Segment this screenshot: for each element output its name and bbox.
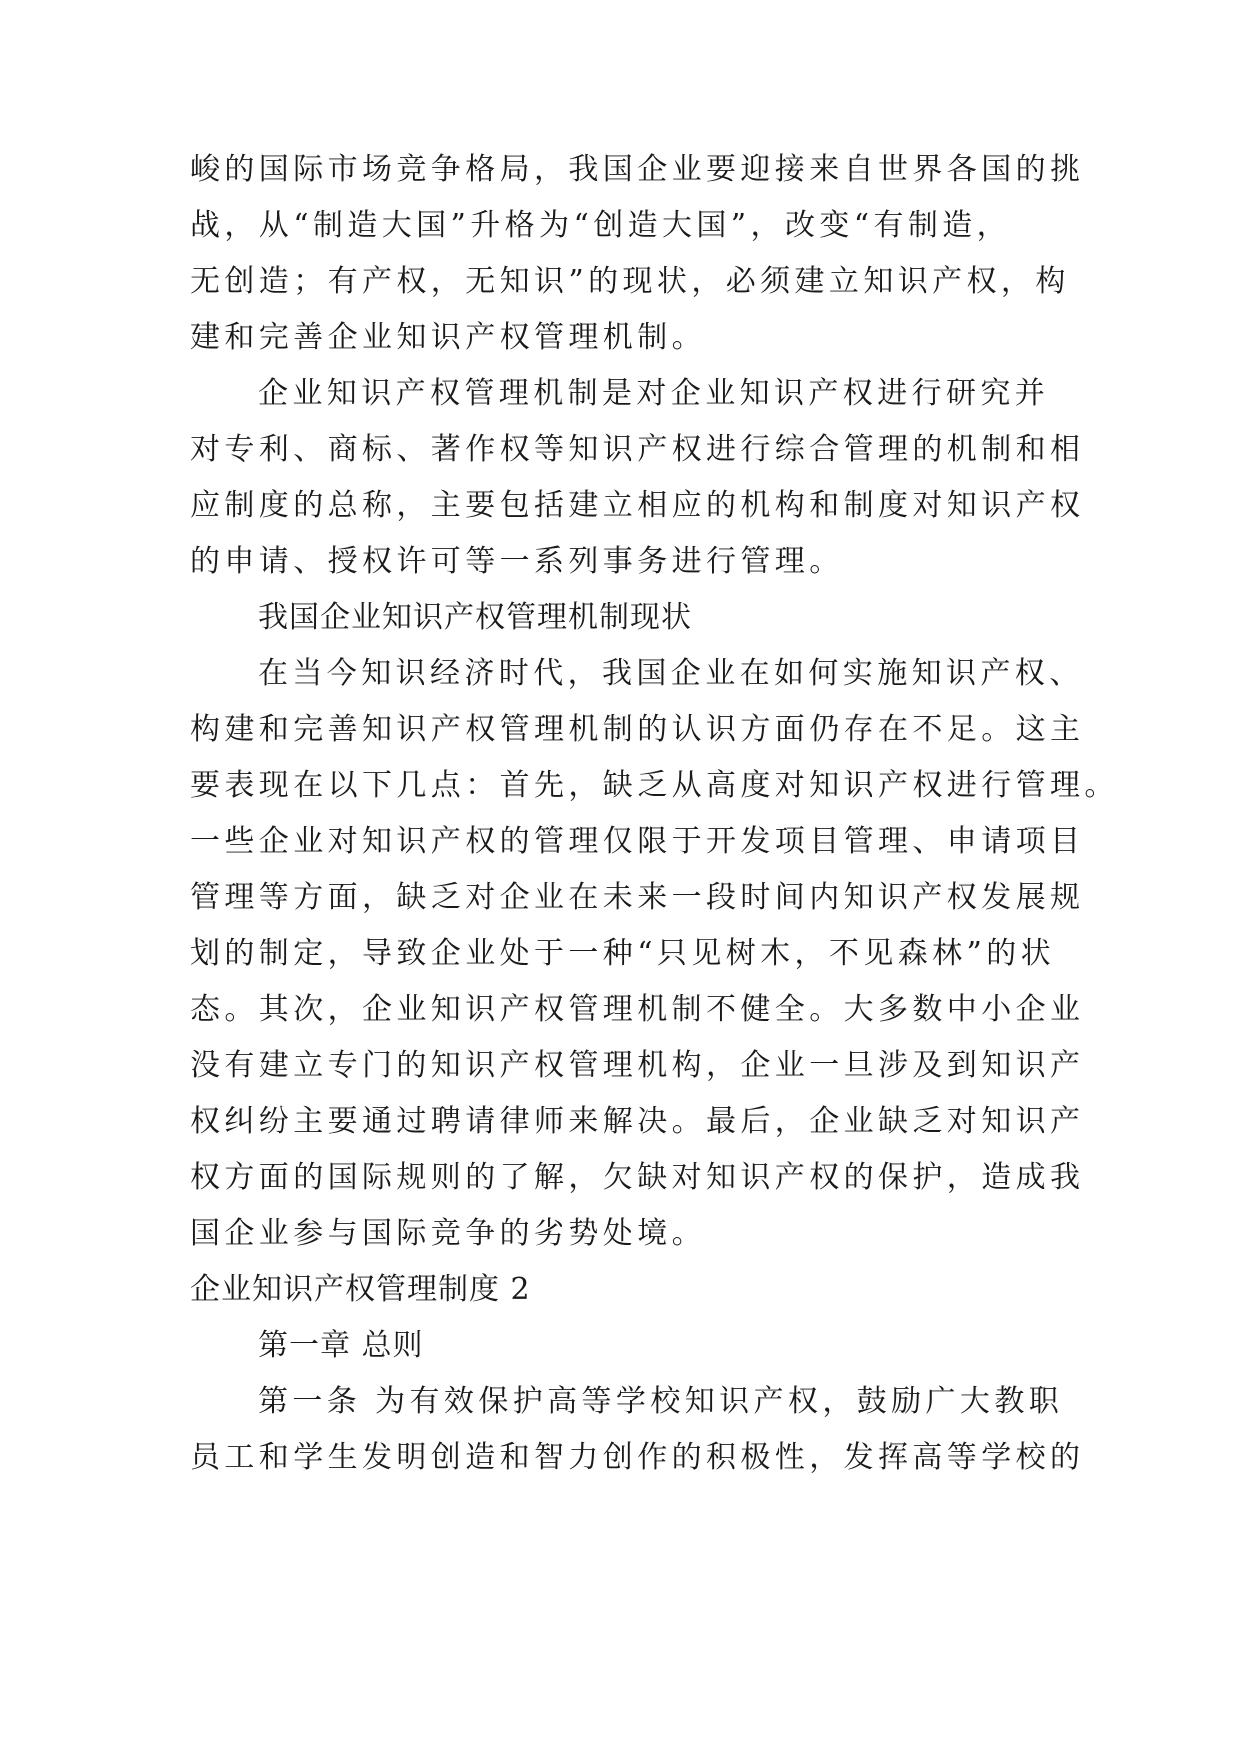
paragraph-line: 一些企业对知识产权的管理仅限于开发项目管理、申请项目 xyxy=(190,824,1085,859)
paragraph-line: 峻的国际市场竞争格局，我国企业要迎接来自世界各国的挑 xyxy=(190,152,1085,187)
paragraph-line: 划的制定，导致企业处于一种“只见树木，不见森林”的状 xyxy=(190,936,1056,971)
paragraph-line: 要表现在以下几点：首先，缺乏从高度对知识产权进行管理。 xyxy=(190,768,1119,803)
paragraph-line: 态。其次，企业知识产权管理机制不健全。大多数中小企业 xyxy=(190,992,1085,1027)
paragraph-line: 对专利、商标、著作权等知识产权进行综合管理的机制和相 xyxy=(190,432,1085,467)
document-title: 企业知识产权管理制度 2 xyxy=(190,1272,531,1307)
paragraph-line: 员工和学生发明创造和智力创作的积极性，发挥高等学校的 xyxy=(190,1440,1085,1475)
paragraph-line: 应制度的总称，主要包括建立相应的机构和制度对知识产权 xyxy=(190,488,1085,523)
section-heading: 我国企业知识产权管理机制现状 xyxy=(258,600,692,635)
paragraph-line: 的申请、授权许可等一系列事务进行管理。 xyxy=(190,544,844,579)
paragraph-line: 战，从“制造大国”升格为“创造大国”，改变“有制造， xyxy=(190,208,1012,243)
paragraph-line: 建和完善企业知识产权管理机制。 xyxy=(190,320,706,355)
paragraph-line: 没有建立专门的知识产权管理机构，企业一旦涉及到知识产 xyxy=(190,1048,1085,1083)
paragraph-line: 无创造；有产权，无知识”的现状，必须建立知识产权，构 xyxy=(190,264,1070,299)
paragraph-line: 权纠纷主要通过聘请律师来解决。最后，企业缺乏对知识产 xyxy=(190,1104,1085,1139)
paragraph-line: 构建和完善知识产权管理机制的认识方面仍存在不足。这主 xyxy=(190,712,1085,747)
chapter-heading: 第一章 总则 xyxy=(258,1328,424,1363)
paragraph-line: 在当今知识经济时代，我国企业在如何实施知识产权、 xyxy=(258,656,1084,691)
paragraph-line: 第一条 为有效保护高等学校知识产权，鼓励广大教职 xyxy=(258,1384,1064,1419)
paragraph-line: 管理等方面，缺乏对企业在未来一段时间内知识产权发展规 xyxy=(190,880,1085,915)
paragraph-line: 国企业参与国际竞争的劣势处境。 xyxy=(190,1216,706,1251)
paragraph-line: 权方面的国际规则的了解，欠缺对知识产权的保护，造成我 xyxy=(190,1160,1085,1195)
paragraph-line: 企业知识产权管理机制是对企业知识产权进行研究并 xyxy=(258,376,1050,411)
